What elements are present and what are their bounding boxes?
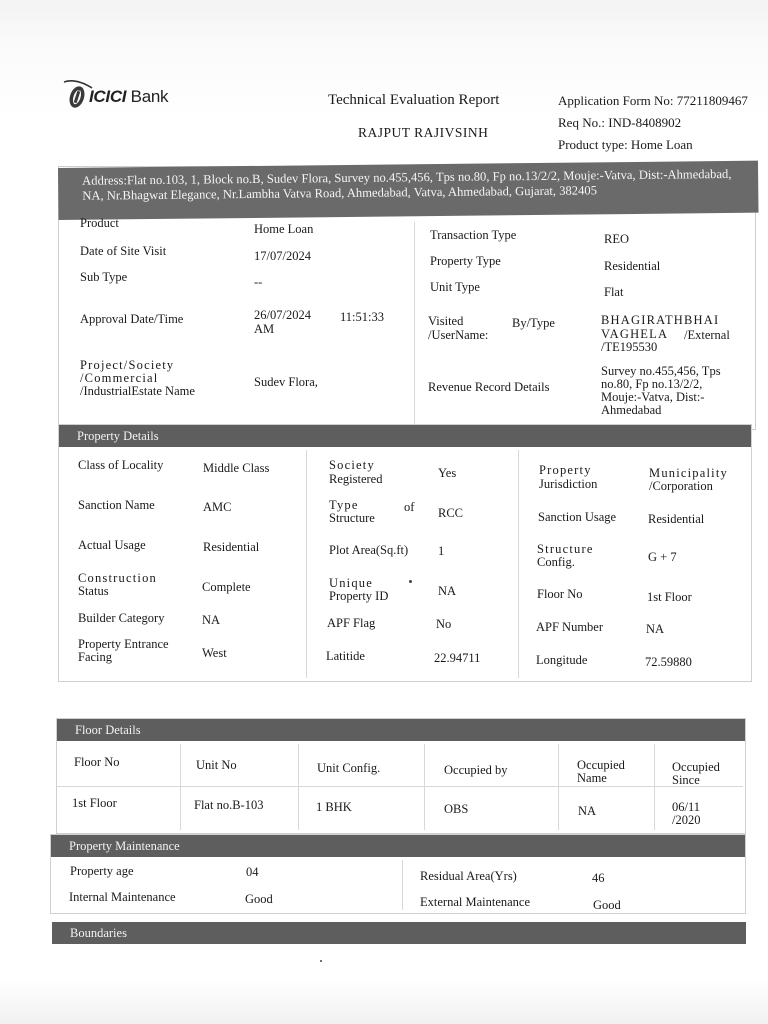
product-label: Product [80, 216, 119, 230]
sub-type-value: -- [254, 275, 263, 289]
jurisdiction-label-line2: Jurisdiction [539, 477, 598, 491]
address-bar: Address:Flat no.103, 1, Block no.B, Sudev Flora, Survey no.455,456, Tps no.80, Fp no.13/2/2, Mouje:-Vatva, Dist:-Ahmedabad, NA, Nr.Bhagwat Elegance, Nr.Lambha Vatva Road, Ahmedabad, Vatva, Ahmedabad, Gujarat, 382405 [58, 161, 759, 220]
structure-config-label-line1: Structure [537, 542, 594, 556]
apf-flag-value: No [436, 617, 452, 631]
project-label-line3: /IndustrialEstate Name [80, 384, 195, 398]
floor-row-unit-config: 1 BHK [316, 800, 352, 814]
external-maintenance-label: External Maintenance [420, 895, 531, 909]
floor-col-header: Floor No [74, 755, 120, 769]
structure-type-label-line1: Type [329, 498, 359, 512]
structure-config-value: G + 7 [648, 550, 677, 564]
structure-type-value: RCC [438, 506, 464, 520]
apf-number-value: NA [646, 622, 665, 636]
structure-type-label-line2: Structure [329, 511, 375, 525]
site-visit-value: 17/07/2024 [254, 249, 311, 263]
unit-col-header: Unit No [196, 758, 237, 772]
actual-usage-label: Actual Usage [78, 538, 146, 552]
unit-config-col-header: Unit Config. [317, 761, 381, 775]
construction-label-line2: Status [78, 584, 109, 598]
floor-row-occupied-name: NA [578, 804, 597, 818]
boundaries-section [52, 922, 746, 948]
sanction-name-value: AMC [203, 500, 232, 514]
society-value: Yes [438, 466, 457, 480]
jurisdiction-value-line1: Municipality [649, 466, 728, 480]
actual-usage-value: Residential [203, 540, 260, 554]
society-label-line2: Registered [329, 472, 383, 486]
unique-id-value: NA [438, 584, 457, 598]
report-header [0, 0, 768, 160]
plot-area-value: 1 [438, 544, 445, 558]
visited-value-line2: VAGHELA [601, 327, 669, 341]
project-label-line2: /Commercial [80, 371, 159, 385]
floor-row-unit-no: Flat no.B-103 [194, 798, 264, 812]
unit-type-label: Unit Type [430, 280, 480, 294]
floor-details-section [56, 718, 746, 834]
approval-label: Approval Date/Time [80, 312, 184, 326]
construction-label-line1: Construction [78, 571, 157, 585]
revenue-value-line1: Survey no.455,456, Tps [601, 364, 721, 378]
approval-ampm: AM [254, 322, 275, 336]
project-label-line1: Project/Society [80, 358, 175, 372]
floor-row-floor-no: 1st Floor [72, 796, 117, 810]
residual-area-label: Residual Area(Yrs) [420, 869, 517, 883]
occupied-name-col-header-line1: Occupied [577, 758, 625, 772]
sanction-name-label: Sanction Name [78, 498, 155, 512]
entrance-label-line2: Facing [78, 650, 113, 664]
logo-swoosh-icon [62, 78, 100, 96]
external-maintenance-value: Good [593, 898, 621, 912]
entrance-value: West [202, 646, 227, 660]
approval-time: 11:51:33 [340, 310, 384, 324]
sub-type-label: Sub Type [80, 270, 128, 284]
occupied-name-col-header-line2: Name [577, 771, 607, 785]
occupied-since-col-header-line1: Occupied [672, 760, 720, 774]
apf-number-label: APF Number [536, 620, 604, 634]
unit-type-value: Flat [604, 285, 624, 299]
product-type: Product type: Home Loan [558, 137, 693, 152]
applicant-name: RAJPUT RAJIVSINH [358, 125, 489, 140]
product-value: Home Loan [254, 222, 314, 236]
unique-id-label-line2: Property ID [329, 589, 389, 603]
maintenance-heading: Property Maintenance [51, 835, 745, 857]
class-locality-value: Middle Class [203, 461, 270, 475]
longitude-value: 72.59880 [645, 655, 692, 669]
builder-category-value: NA [202, 613, 221, 627]
boundaries-heading: Boundaries [52, 922, 746, 944]
society-label-line1: Society [329, 458, 375, 472]
floor-row-since-line2: /2020 [672, 813, 701, 827]
floor-no-label: Floor No [537, 587, 583, 601]
visited-label-line1: Visited [428, 314, 464, 328]
revenue-value-line2: no.80, Fp no.13/2/2, [601, 377, 703, 391]
approval-date: 26/07/2024 [254, 308, 311, 322]
property-age-value: 04 [246, 865, 259, 879]
builder-category-label: Builder Category [78, 611, 165, 625]
construction-value: Complete [202, 580, 251, 594]
sanction-usage-value: Residential [648, 512, 705, 526]
report-title: Technical Evaluation Report [328, 92, 500, 108]
jurisdiction-value-line2: /Corporation [649, 479, 713, 493]
revenue-value-line3: Mouje:-Vatva, Dist:- [601, 390, 705, 404]
latitude-value: 22.94711 [434, 651, 481, 665]
internal-maintenance-value: Good [245, 892, 273, 906]
entrance-label-line1: Property Entrance [78, 637, 169, 651]
longitude-label: Longitude [536, 653, 588, 667]
floor-no-value: 1st Floor [647, 590, 692, 604]
request-number: Req No.: IND-8408902 [558, 115, 682, 130]
sanction-usage-label: Sanction Usage [538, 510, 617, 524]
floor-row-since-line1: 06/11 [672, 800, 701, 814]
visited-value-line3: /External [684, 328, 730, 342]
internal-maintenance-label: Internal Maintenance [69, 890, 176, 904]
plot-area-label: Plot Area(Sq.ft) [329, 543, 409, 557]
visited-value-line1: BHAGIRATHBHAI [601, 313, 720, 327]
icici-logo [66, 84, 168, 110]
structure-type-label-of: of [404, 500, 415, 514]
unique-id-label-line1: Unique [329, 576, 373, 590]
jurisdiction-label-line1: Property [539, 463, 592, 477]
visited-value-line4: /TE195530 [601, 340, 658, 354]
class-locality-label: Class of Locality [78, 458, 164, 472]
occupied-by-col-header: Occupied by [444, 763, 508, 777]
logo-text: ICICI Bank [89, 87, 169, 106]
apf-flag-label: APF Flag [327, 616, 376, 630]
occupied-since-col-header-line2: Since [672, 773, 700, 787]
transaction-type-label: Transaction Type [430, 228, 517, 242]
floor-details-heading: Floor Details [57, 719, 745, 741]
property-age-label: Property age [70, 864, 134, 878]
property-details-heading: Property Details [59, 425, 751, 447]
application-form-number: Application Form No: 77211809467 [558, 93, 748, 108]
structure-config-label-line2: Config. [537, 555, 575, 569]
application-info [558, 90, 748, 156]
site-visit-label: Date of Site Visit [80, 244, 167, 258]
property-type-value: Residential [604, 259, 661, 273]
latitude-label: Latitide [326, 649, 365, 663]
property-type-label: Property Type [430, 254, 501, 268]
revenue-value-line4: Ahmedabad [601, 403, 662, 417]
project-value: Sudev Flora, [254, 375, 318, 389]
transaction-type-value: REO [604, 232, 629, 246]
floor-row-occupied-by: OBS [444, 802, 469, 816]
residual-area-value: 46 [592, 871, 605, 885]
visited-label-line3: /UserName: [428, 328, 489, 342]
revenue-label: Revenue Record Details [428, 380, 550, 394]
visited-label-line2: By/Type [512, 316, 555, 330]
